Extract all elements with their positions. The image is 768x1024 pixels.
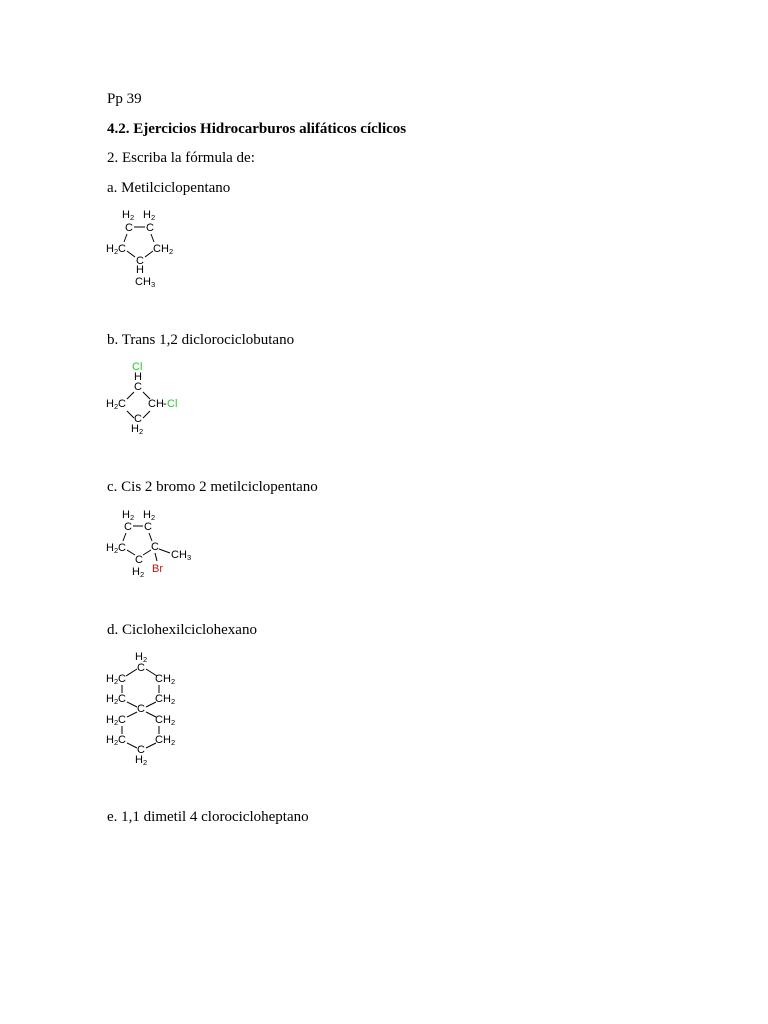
bond-line [143,550,151,555]
atom-label: 3 [187,553,192,562]
atom-label: 2 [130,213,135,222]
atom-label: H [106,714,114,726]
atom-label: 2 [114,247,119,256]
atom-label: H [106,398,114,410]
atom-label: C [118,693,126,705]
atom-label: 2 [130,513,135,522]
atom-label: 2 [114,697,119,706]
item-b-label: b. Trans 1,2 diclorociclobutano [107,332,295,348]
bond-line [127,550,135,555]
structure-bromomethylcyclopentane [100,505,200,585]
atom-label: 2 [114,738,119,747]
atom-label: H [143,209,151,221]
question-text: 2. Escriba la fórmula de: [107,150,255,166]
atom-label: CH [155,734,171,746]
structure-trans-dichlorocyclobutane [100,358,190,440]
page-reference: Pp 39 [107,91,142,107]
atom-label: 2 [114,718,119,727]
atom-label: H [131,423,139,435]
chlorine-atom-label: Cl [167,398,178,410]
atom-label: C [125,222,133,234]
atom-label: 2 [139,427,144,436]
bromine-atom-label: Br [152,563,163,575]
atom-label: H [143,509,151,521]
atom-label: 2 [140,570,145,579]
atom-label: 2 [151,213,156,222]
atom-label: 2 [169,247,174,256]
atom-label: C [118,542,126,554]
atom-label: C [118,714,126,726]
atom-label: C [137,703,145,715]
atom-label: 2 [114,677,119,686]
atom-label: 3 [151,280,156,289]
atom-label: C [124,521,132,533]
bond-line [127,411,134,418]
bond-line [126,669,137,676]
atom-label: CH [155,714,171,726]
bond-line [124,234,127,242]
bond-line [151,234,154,242]
atom-label: CH [153,243,169,255]
bond-line [143,411,150,418]
atom-label: H [136,264,144,276]
atom-label: C [134,413,142,425]
atom-label: CH [135,276,151,288]
chlorine-atom-label: Cl [132,361,143,373]
item-d-label: d. Ciclohexilciclohexano [107,622,257,638]
atom-label: C [137,744,145,756]
item-a-label: a. Metilciclopentano [107,180,231,196]
atom-label: H [106,693,114,705]
atom-label: 2 [151,513,156,522]
atom-label: H [135,754,143,766]
atom-label: H [134,371,142,383]
atom-label: C [146,222,154,234]
atom-label: C [118,398,126,410]
atom-label: C [118,734,126,746]
atom-label: H [135,651,143,663]
bond-line [145,251,153,257]
bond-line [127,743,137,748]
atom-label: 2 [143,758,148,767]
atom-label: 2 [143,655,148,664]
atom-label: C [118,673,126,685]
section-title: 4.2. Ejercicios Hidrocarburos alifáticos cíclicos [107,121,407,137]
atom-label: 2 [171,718,176,727]
bond-line [159,549,170,553]
atom-label: H [106,542,114,554]
atom-label: CH [155,693,171,705]
bond-line [127,702,137,707]
atom-label: H [122,509,130,521]
structure-methylcyclopentane [100,205,190,295]
atom-label: 2 [171,697,176,706]
bond-line [123,533,126,541]
atom-label: H [122,209,130,221]
atom-label: CH [171,549,187,561]
bond-line [155,553,157,561]
item-c-label: c. Cis 2 bromo 2 metilciclopentano [107,479,318,495]
structure-cyclohexylcyclohexane [100,648,190,770]
atom-label: H [132,566,140,578]
atom-label: C [144,521,152,533]
bond-line [127,251,135,257]
atom-label: C [136,255,144,267]
atom-label: C [151,541,159,553]
atom-label: 2 [171,677,176,686]
bond-label: - [163,398,167,410]
atom-label: H [106,243,114,255]
bond-line [127,712,137,717]
atom-label: H [106,673,114,685]
atom-label: C [135,554,143,566]
atom-label: H [106,734,114,746]
bond-line [127,392,134,399]
atom-label: C [137,662,145,674]
atom-label: CH [148,398,164,410]
item-e-label: e. 1,1 dimetil 4 clorocicloheptano [107,809,309,825]
bond-line [149,533,152,541]
atom-label: 2 [171,738,176,747]
atom-label: C [134,381,142,393]
atom-label: 2 [114,402,119,411]
atom-label: C [118,243,126,255]
atom-label: CH [155,673,171,685]
atom-label: 2 [114,546,119,555]
